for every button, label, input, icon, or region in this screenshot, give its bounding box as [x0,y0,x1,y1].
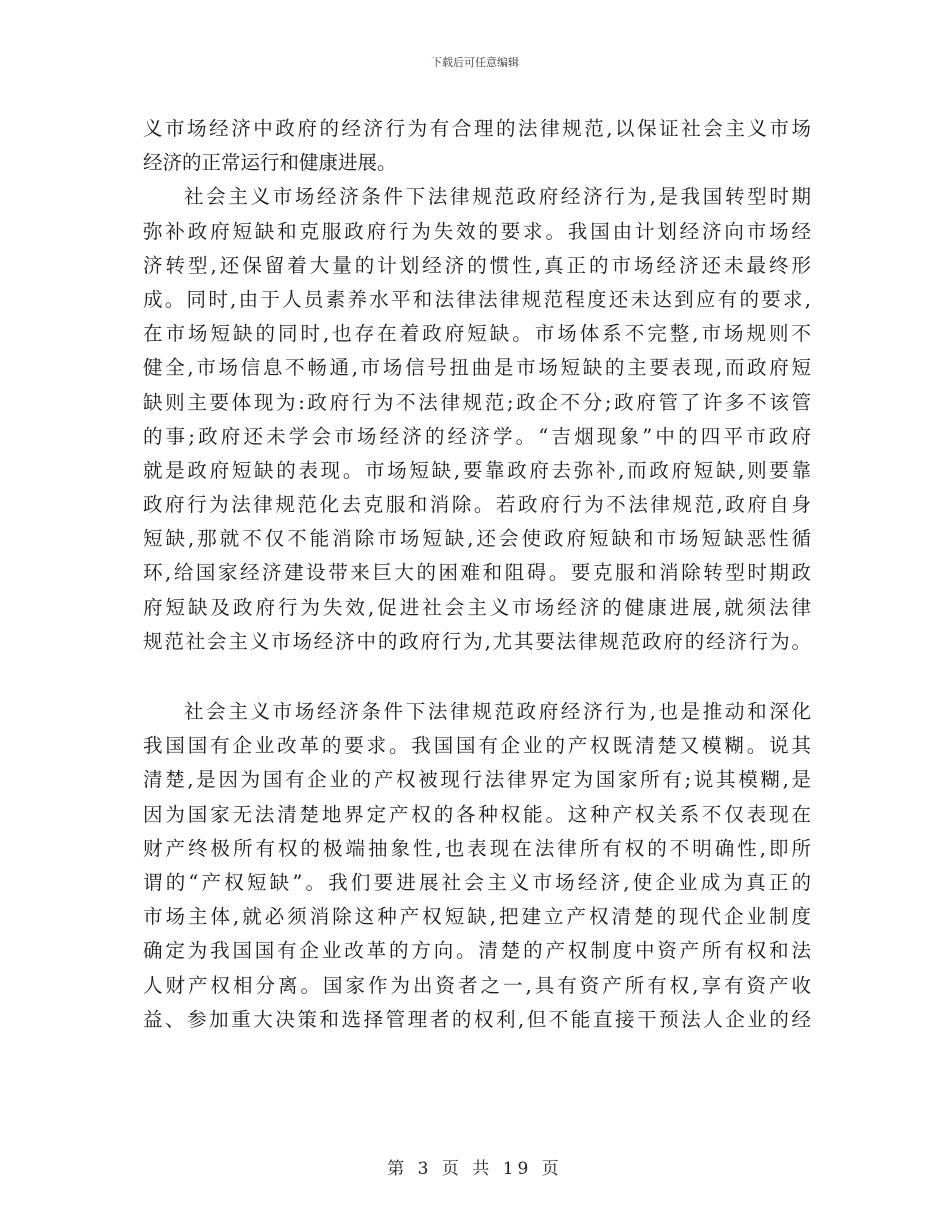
text-line: 益、参加重大决策和选择管理者的权利,但不能直接干预法人企业的经 [143,1007,811,1031]
document-body [143,112,811,1037]
text-line: 府短缺及政府行为失效,促进社会主义市场经济的健康进展,就须法律 [143,595,811,619]
text-line: 短缺,那就不仅不能消除市场短缺,还会使政府短缺和市场短缺恶性循 [143,527,811,551]
text-line: 市场主体,就必须消除这种产权短缺,把建立产权清楚的现代企业制度 [143,905,811,929]
text-line: 就是政府短缺的表现。市场短缺,要靠政府去弥补,而政府短缺,则要靠 [143,458,811,482]
text-line: 社会主义市场经济条件下法律规范政府经济行为,也是推动和深化 [184,700,811,723]
text-line: 环,给国家经济建设带来巨大的困难和阻碍。要克服和消除转型时期政 [143,561,811,585]
text-line: 人财产权相分离。国家作为出资者之一,具有资产所有权,享有资产收 [143,973,811,997]
text-line: 谓的“产权短缺”。我们要进展社会主义市场经济,使企业成为真正的 [143,870,811,894]
page-number: 第 3 页 共 19 页 [387,1159,563,1179]
text-line: 经济的正常运行和健康进展。 [143,151,397,175]
text-line: 的事;政府还未学会市场经济的经济学。“吉烟现象”中的四平市政府 [143,424,811,448]
text-line: 清楚,是因为国有企业的产权被现行法律界定为国家所有;说其模糊,是 [143,768,811,792]
text-line: 健全,市场信息不畅通,市场信号扭曲是市场短缺的主要表现,而政府短 [143,356,811,380]
text-line: 缺则主要体现为:政府行为不法律规范;政企不分;政府管了许多不该管 [143,390,811,414]
text-line: 成。同时,由于人员素养水平和法律法律规范程度还未达到应有的要求, [143,287,811,311]
text-line: 规范社会主义市场经济中的政府行为,尤其要法律规范政府的经济行为。 [143,629,811,653]
paragraph-gap [143,659,811,695]
text-line: 我国国有企业改革的要求。我国国有企业的产权既清楚又模糊。说其 [143,734,811,758]
text-line: 政府行为法律规范化去克服和消除。若政府行为不法律规范,政府自身 [143,493,811,517]
text-line: 确定为我国国有企业改革的方向。清楚的产权制度中资产所有权和法 [143,939,811,963]
text-line: 财产终极所有权的极端抽象性,也表现在法律所有权的不明确性,即所 [143,836,811,860]
text-line: 弥补政府短缺和克服政府行为失效的要求。我国由计划经济向市场经 [143,219,811,243]
text-line: 在市场短缺的同时,也存在着政府短缺。市场体系不完整,市场规则不 [143,322,811,346]
text-line: 因为国家无法清楚地界定产权的各种权能。这种产权关系不仅表现在 [143,802,811,826]
text-line: 济转型,还保留着大量的计划经济的惯性,真正的市场经济还未最终形 [143,253,811,277]
page-header: 下载后可任意编辑 [431,56,519,69]
text-line: 社会主义市场经济条件下法律规范政府经济行为,是我国转型时期 [184,185,811,209]
text-line: 义市场经济中政府的经济行为有合理的法律规范,以保证社会主义市场 [143,117,811,140]
